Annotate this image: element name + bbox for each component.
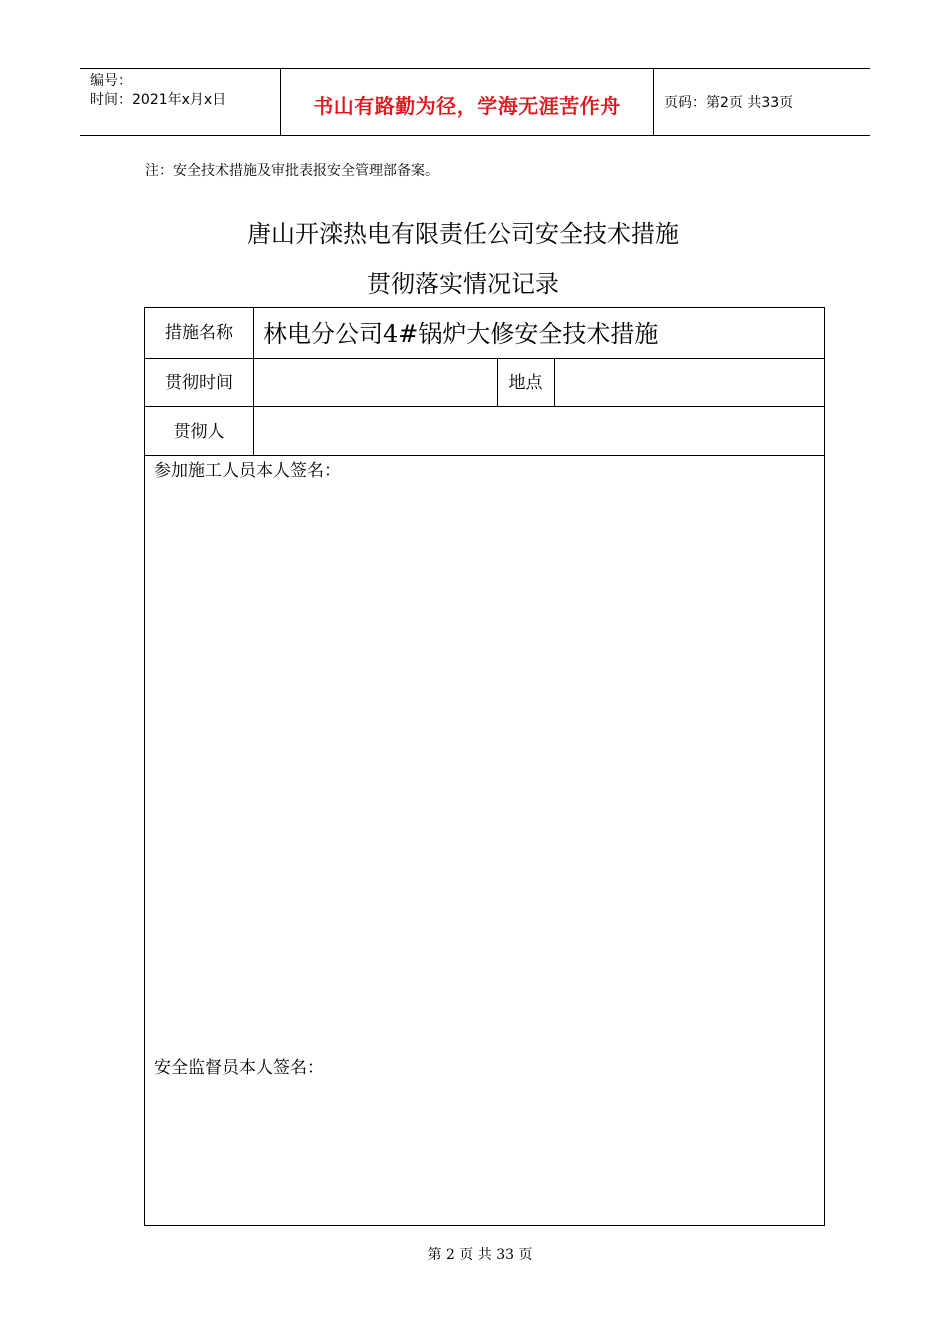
table-row-divider bbox=[145, 406, 824, 407]
table-column-divider bbox=[554, 358, 555, 406]
implement-time-label: 贯彻时间 bbox=[165, 373, 233, 393]
measure-name-label: 措施名称 bbox=[165, 323, 233, 343]
page-header bbox=[80, 68, 870, 136]
header-page-info: 页码：第2页 共33页 bbox=[664, 95, 794, 111]
measure-name-value: 林电分公司4#锅炉大修安全技术措施 bbox=[263, 320, 659, 348]
page-footer: 第 2 页 共 33 页 bbox=[427, 1247, 533, 1263]
document-time-label: 时间：2021年x月x日 bbox=[90, 92, 227, 108]
document-subtitle: 贯彻落实情况记录 bbox=[367, 270, 559, 298]
location-label: 地点 bbox=[508, 373, 543, 393]
header-meta bbox=[80, 69, 281, 135]
document-title: 唐山开滦热电有限责任公司安全技术措施 bbox=[247, 220, 679, 248]
table-row-divider bbox=[145, 455, 824, 456]
workers-signature-label: 参加施工人员本人签名： bbox=[154, 461, 341, 481]
supervisor-signature-label: 安全监督员本人签名： bbox=[154, 1058, 324, 1078]
table-row-divider bbox=[145, 358, 824, 359]
implementation-record-table bbox=[144, 307, 825, 1226]
filing-note: 注：安全技术措施及审批表报安全管理部备案。 bbox=[145, 163, 439, 179]
implementer-label: 贯彻人 bbox=[173, 422, 225, 442]
document-number-label: 编号： bbox=[90, 73, 132, 89]
table-column-divider bbox=[253, 308, 254, 455]
header-motto: 书山有路勤为径，学海无涯苦作舟 bbox=[281, 69, 654, 135]
